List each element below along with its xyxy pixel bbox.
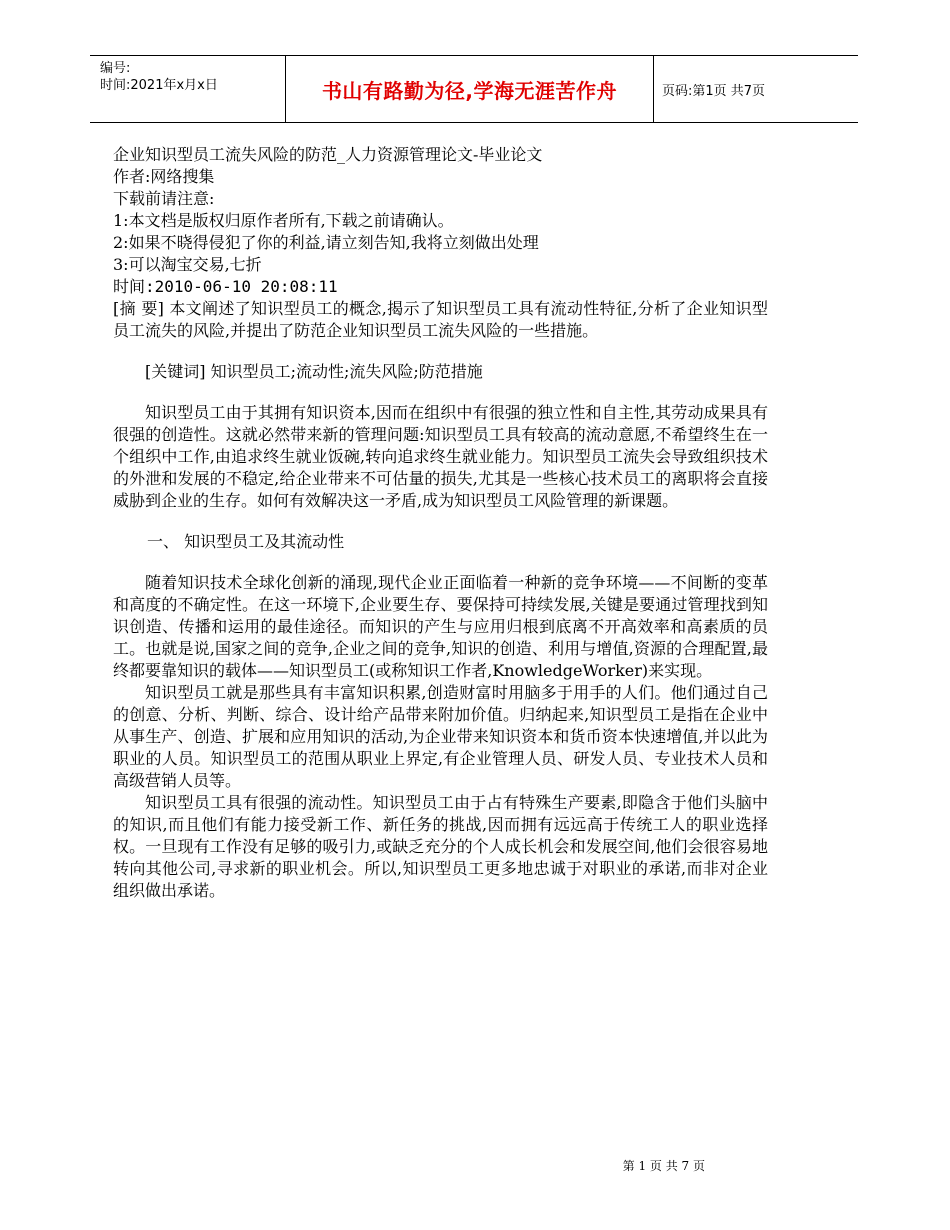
notice-item: 2:如果不晓得侵犯了你的利益,请立刻告知,我将立刻做出处理	[113, 233, 539, 252]
document-timestamp: 时间:2010-06-10 20:08:11	[113, 277, 338, 296]
page-footer	[0, 1157, 950, 1174]
header-motto: 书山有路勤为径,学海无涯苦作舟	[321, 78, 618, 103]
body-paragraph: 知识型员工就是那些具有丰富知识积累,创造财富时用脑多于用手的人们。他们通过自己的创意、分析、判断、综合、设计给产品带来附加价值。归纳起来,知识型员工是指在企业中从事生产、创造、扩展和应用知识的活动,为企业带来知识资本和货币资本快速增值,并以此为职业的人员。知识型员工的范围从职业上界定,有企业管理人员、研发人员、专业技术人员和高级营销人员等。	[113, 683, 768, 790]
header-page-label: 页码:第1页 共7页	[662, 83, 766, 99]
keywords: [关键词] 知识型员工;流动性;流失风险;防范措施	[145, 362, 483, 381]
document-title: 企业知识型员工流失风险的防范_人力资源管理论文-毕业论文	[113, 145, 543, 164]
notice-heading: 下载前请注意:	[113, 189, 215, 208]
notice-item: 1:本文档是版权归原作者所有,下载之前请确认。	[113, 211, 454, 230]
body-paragraph: 知识型员工由于其拥有知识资本,因而在组织中有很强的独立性和自主性,其劳动成果具有很强的创造性。这就必然带来新的管理问题:知识型员工具有较高的流动意愿,不希望终生在一个组织中工作,由追求终生就业饭碗,转向追求终生就业能力。知识型员工流失会导致组织技术的外泄和发展的不稳定,给企业带来不可估量的损失,尤其是一些核心技术员工的离职将会直接威胁到企业的生存。如何有效解决这一矛盾,成为知识型员工风险管理的新课题。	[113, 403, 768, 510]
notice-item: 3:可以淘宝交易,七折	[113, 255, 262, 274]
body-paragraph: 随着知识技术全球化创新的涌现,现代企业正面临着一种新的竞争环境——不间断的变革和高度的不确定性。在这一环境下,企业要生存、要保持可持续发展,关键是要通过管理找到知识创造、传播和运用的最佳途径。而知识的产生与应用归根到底离不开高效率和高素质的员工。也就是说,国家之间的竞争,企业之间的竞争,知识的创造、利用与增值,资源的合理配置,最终都要靠知识的载体——知识型员工(或称知识工作者,KnowledgeWorker)来实现。	[113, 573, 768, 680]
document-author: 作者:网络搜集	[113, 167, 215, 186]
document-number-label: 编号:	[100, 61, 131, 76]
header-page-cell	[652, 56, 858, 122]
header-meta	[90, 56, 285, 122]
page-header	[90, 55, 858, 123]
document-body	[113, 144, 768, 902]
document-time-label: 时间:2021年x月x日	[100, 78, 218, 93]
section-heading: 一、 知识型员工及其流动性	[147, 532, 345, 551]
footer-page-number: 第 1 页 共 7 页	[622, 1159, 705, 1173]
abstract: [摘 要] 本文阐述了知识型员工的概念,揭示了知识型员工具有流动性特征,分析了企业知识型员工流失的风险,并提出了防范企业知识型员工流失风险的一些措施。	[113, 299, 768, 340]
body-paragraph: 知识型员工具有很强的流动性。知识型员工由于占有特殊生产要素,即隐含于他们头脑中的知识,而且他们有能力接受新工作、新任务的挑战,因而拥有远远高于传统工人的职业选择权。一旦现有工作没有足够的吸引力,或缺乏充分的个人成长机会和发展空间,他们会很容易地转向其他公司,寻求新的职业机会。所以,知识型员工更多地忠诚于对职业的承诺,而非对企业组织做出承诺。	[113, 793, 768, 900]
header-motto-cell	[285, 56, 654, 122]
